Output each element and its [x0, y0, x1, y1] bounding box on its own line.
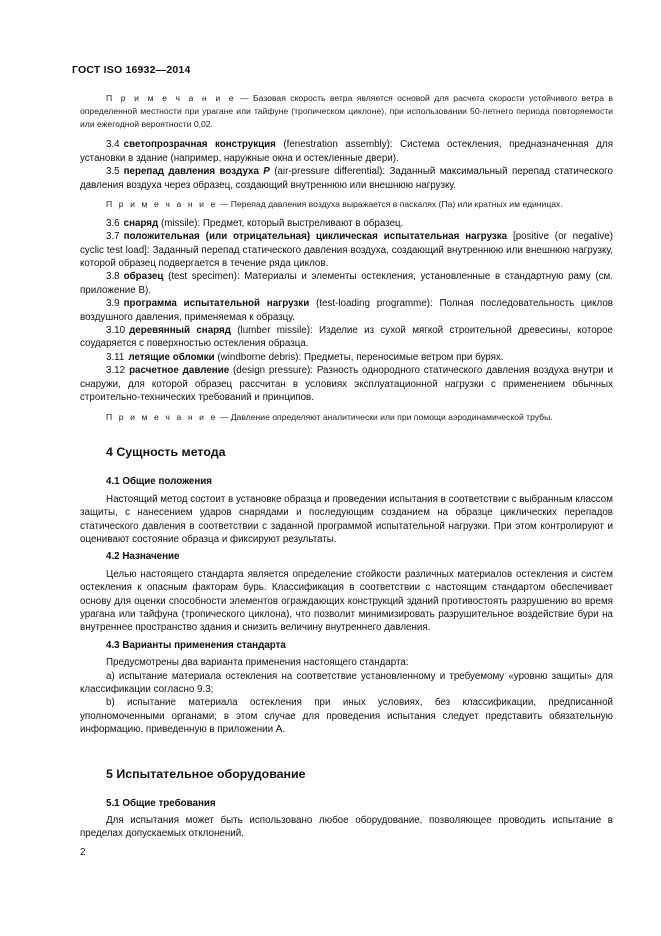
- term: перепад давления воздуха: [123, 166, 259, 178]
- definition-text: (lumber missile): Изделие из сухой мягкой строительной древесины, которое соударяется с поверхностью остекления образца.: [80, 325, 613, 350]
- definition-3-9: [80, 297, 613, 324]
- definition-text: (fenestration assembly): Система остекления, предназначенная для установки в здание (например, наружные окна и остекленные двери).: [80, 139, 613, 164]
- term: летящие обломки: [128, 351, 215, 363]
- definition-text: (test specimen): Материалы и элементы остекления, установленные в стандартную раму (см. приложение В).: [80, 271, 613, 296]
- subsection-4-1-heading: 4.1 Общие положения: [106, 476, 213, 488]
- definition-3-10: [80, 324, 613, 351]
- definition-text: (windborne debris): Предметы, переносимые ветром при бурях.: [214, 351, 504, 363]
- clause-number: 3.12: [106, 365, 126, 377]
- term: программа испытательной нагрузки: [123, 298, 310, 310]
- term: светопрозрачная конструкция: [123, 139, 276, 151]
- term: образец: [123, 271, 164, 283]
- definition-3-5: [80, 165, 613, 192]
- note-pressure-units: [80, 198, 613, 211]
- clause-number: 3.5: [106, 166, 120, 178]
- definition-text: (air-pressure differential): Заданный максимальный перепад статического давления воздуха через образец, создающий внутреннюю или внешнюю нагрузку.: [80, 166, 613, 191]
- term: положительная (или отрицательная) циклическая испытательная нагрузка: [123, 231, 508, 243]
- subsection-4-3-intro: Предусмотрены два варианта применения настоящего стандарта:: [106, 657, 409, 669]
- definition-3-8: [80, 270, 613, 297]
- definition-3-6: [80, 217, 613, 230]
- definition-3-12: [80, 364, 613, 404]
- subsection-4-2-text: Целью настоящего стандарта является определение стойкости различных материалов остекления и систем остекления к опасным факторам бурь. Классификация в соответствии с настоящим стандартом обеспечивает основу для оценки способности элементов ограждающих конструкций зданий противостоять разрушению во время урагана или тайфуна (тропического циклона), что позволит минимизировать разрушительное воздействие бури на внутреннее пространство здания и снизить величину внутреннего давления.: [80, 568, 613, 634]
- note-label: П р и м е ч а н и е: [106, 411, 218, 422]
- term-symbol: P: [263, 166, 270, 178]
- clause-number: 3.10: [106, 325, 126, 337]
- note-text: — Перепад давления воздуха выражается в паскалях (Па) или кратных им единицах.: [217, 199, 563, 210]
- definition-text: (design pressure): Разность однородного статического давления воздуха внутри и снаружи, для которой образец рассчитан в условиях эксплуатационной нагрузки с применением обычных строительно-технических требований и принципов.: [80, 365, 614, 404]
- definition-3-4: [80, 138, 613, 165]
- definition-text: (test-loading programme): Полная последовательность циклов воздушного давления, применяемая к образцу.: [80, 298, 613, 323]
- note-text: — Давление определяют аналитически или при помощи аэродинамической трубы.: [217, 411, 553, 422]
- definition-3-7: [80, 230, 613, 270]
- clause-number: 3.7: [106, 231, 120, 243]
- note-text: — Базовая скорость ветра является основой для расчета скорости устойчивого ветра в определенной местности при урагане или тайфуне (тропическом циклоне), при использовании 50-летнего периода повторяемости или ежегодной вероятности 0,02.: [80, 93, 613, 129]
- subsection-4-1-text: Настоящий метод состоит в установке образца и проведении испытания в соответствии с выбранным классом защиты, с нанесением ударов снарядами и последующим созданием на образце циклических перепадов статического давления в соответствии с заданной программой испытательной нагрузки. При этом контролируют и оценивают состояние образца и фиксируют результаты.: [80, 493, 613, 545]
- section-5-heading: 5 Испытательное оборудование: [106, 766, 306, 781]
- list-item-a: а) испытание материала остекления на соответствие установленному и требуемому «уровню защиты» для классификации согласно 9.3;: [80, 670, 613, 695]
- subsection-4-2-heading: 4.2 Назначение: [106, 551, 180, 563]
- running-header: ГОСТ ISO 16932—2014: [72, 64, 191, 76]
- clause-number: 3.8: [106, 271, 120, 283]
- subsection-4-3-heading: 4.3 Варианты применения стандарта: [106, 639, 286, 651]
- section-4-heading: 4 Сущность метода: [106, 445, 226, 460]
- clause-number: 3.6: [106, 217, 120, 229]
- term: расчетное давление: [129, 365, 230, 377]
- page-content: [80, 92, 613, 841]
- list-item-b: b) испытание материала остекления при иных условиях, без классификации, предписанной уполномоченными органами; в этом случае для проведения испытания следует представить обязательную информацию, приведенную в приложении А.: [80, 697, 613, 736]
- note-design-pressure: [80, 411, 613, 424]
- definition-text: [positive (or negative) cyclic test load]: Заданный перепад статического давления воздуха, создающий внутреннюю или внешнюю нагрузку, которой образец подвергается в течение ряда циклов.: [80, 231, 613, 270]
- clause-number: 3.11: [106, 351, 125, 363]
- page-number: 2: [80, 847, 86, 858]
- clause-number: 3.9: [106, 298, 120, 310]
- subsection-5-1-heading: 5.1 Общие требования: [106, 797, 216, 809]
- clause-number: 3.4: [106, 139, 120, 151]
- term: деревянный снаряд: [129, 325, 231, 337]
- note-label: П р и м е ч а н и е: [106, 199, 218, 210]
- definition-text: (missile): Предмет, который выстреливают в образец.: [158, 217, 404, 229]
- definition-3-11: [80, 351, 613, 364]
- term: снаряд: [123, 217, 159, 229]
- subsection-5-1-text: Для испытания может быть использовано любое оборудование, позволяющее проводить испытание в пределах допускаемых отклонений.: [80, 815, 613, 840]
- note-label: П р и м е ч а н и е: [106, 93, 236, 103]
- note-wind-speed: [80, 92, 613, 130]
